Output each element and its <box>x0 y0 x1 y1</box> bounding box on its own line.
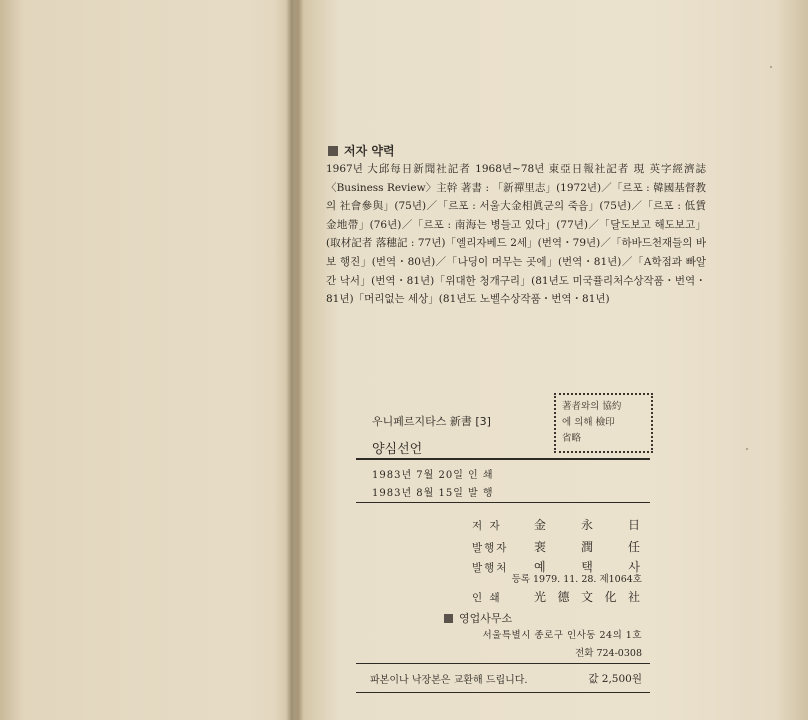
author-bio-heading <box>328 142 395 159</box>
stamp-line-1: 著者와의 協約 <box>562 401 622 412</box>
square-bullet-icon <box>328 146 338 156</box>
printer-label: 인 쇄 <box>472 592 502 604</box>
author-bio-heading-text: 저자 약력 <box>344 144 395 158</box>
printer-name-char: 德 <box>557 590 570 604</box>
office-address: 서울특별시 종로구 인사동 24의 1호 <box>482 630 642 641</box>
book-gutter <box>286 0 298 720</box>
book-title: 양심선언 <box>372 442 423 457</box>
author-row <box>472 516 640 533</box>
house-name-char: 예 <box>534 560 546 574</box>
printer-name-char: 化 <box>604 590 617 604</box>
printer-name-char: 光 <box>534 590 547 604</box>
house-name-char: 택 <box>581 560 593 574</box>
sales-office-heading <box>444 610 512 626</box>
divider <box>356 502 650 503</box>
publisher-row <box>472 538 640 555</box>
printer-name-char: 文 <box>580 590 593 604</box>
printer-row <box>472 588 640 605</box>
series-name: 우니페르지타스 新書 [3] <box>372 415 491 428</box>
sales-office-heading-text: 영업사무소 <box>459 612 513 625</box>
publisher-name-char: 裵 <box>534 540 547 554</box>
author-label: 저 자 <box>472 520 502 532</box>
book-price: 값 2,500원 <box>588 673 642 685</box>
stamp-line-2: 에 의해 檢印 <box>562 417 615 428</box>
print-date: 1983년 7월 20일 인 쇄 <box>372 470 494 481</box>
author-name-char: 日 <box>627 518 640 532</box>
publisher-name-char: 任 <box>627 540 640 554</box>
author-bio-text: 1967년 大邱每日新聞社記者 1968년~78년 東亞日報社記者 現 英字經濟誌〈Business Review〉主幹 著書 : 「新禪里志」(1972년)／「르포 : 韓國基督教의 社會參與」(75년)／「르포 : 서울大金相眞군의 죽음」(75년)／「르포 : 低賃金地帶」(76년)／「르포 : 南海는 병들고 있다」(77년)／「달도보고 해도보고」(取材記者 落穗記 : 77년)「엘리자베드 2세」(번역・79년)／「하바드천재들의 바보 행진」(번역・80년)／「나딩이 머무는 곳에」(번역・81년)／「A학점과 빠알간 낙서」(번역・81년)「위대한 청개구리」(81년도 미국퓰리처수상작품・번역・81년)「머리없는 세상」(81년도 노벨수상작품・번역・81년) <box>326 163 706 306</box>
stamp-line-3: 省略 <box>562 433 582 444</box>
author-name-char: 永 <box>580 518 593 532</box>
paper-speck <box>770 66 772 68</box>
divider <box>356 663 650 664</box>
exchange-notice: 파본이나 낙장본은 교환해 드립니다. <box>370 675 528 686</box>
square-bullet-icon <box>444 614 453 623</box>
paper-speck <box>746 448 748 450</box>
publisher-label: 발행자 <box>472 542 509 554</box>
author-name-char: 金 <box>534 518 547 532</box>
divider <box>356 692 650 693</box>
printer-name-char: 社 <box>627 590 640 604</box>
office-phone: 전화 724-0308 <box>575 648 642 659</box>
house-name-char: 사 <box>628 560 640 574</box>
publish-date: 1983년 8월 15일 발 행 <box>372 488 494 499</box>
seal-stamp-box <box>554 393 653 453</box>
registration-number: 등록 1979. 11. 28. 제1064호 <box>511 574 642 585</box>
divider <box>356 458 650 460</box>
house-label: 발행처 <box>472 562 509 574</box>
publisher-name-char: 潤 <box>580 540 593 554</box>
